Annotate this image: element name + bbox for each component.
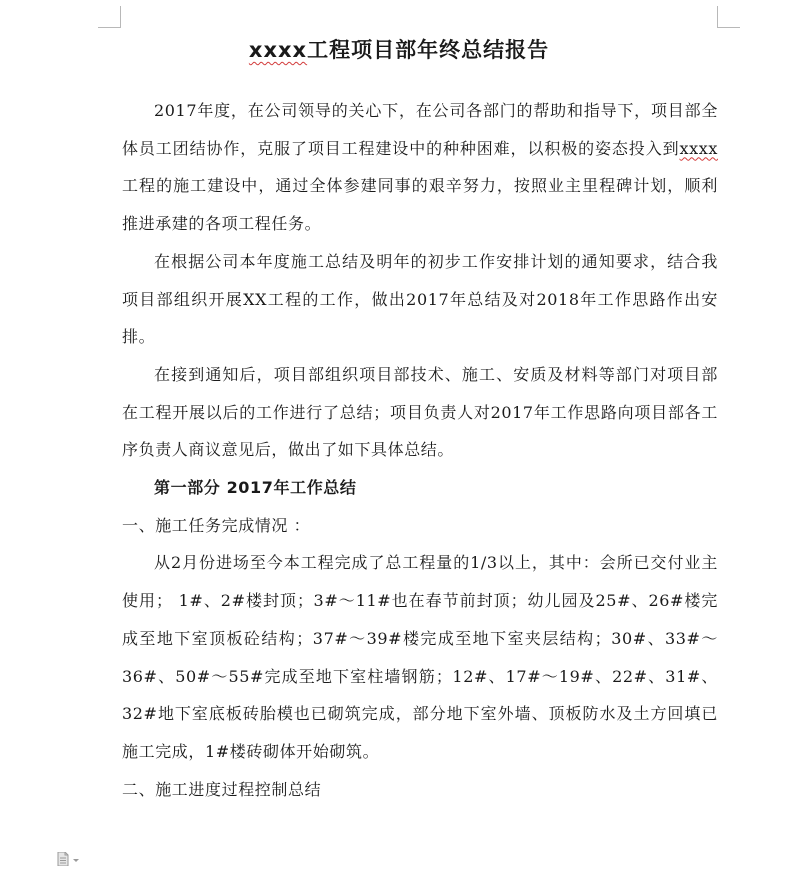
paragraph-3: 在接到通知后，项目部组织项目部技术、施工、安质及材料等部门对项目部在工程开展以后的工作进行了总结；项目负责人对2017年工作思路向项目部各工序负责人商议意见后，做出了如下具体总结。 (122, 364, 718, 460)
title-prefix: xxxx (248, 38, 308, 62)
paragraph-1 (122, 92, 718, 243)
paragraph-2: 在根据公司本年度施工总结及明年的初步工作安排计划的通知要求，结合我项目部组织开展XX工程的工作，做出2017年总结及对2018年工作思路作出安排。 (122, 251, 718, 347)
crop-mark-top-right-horizontal (717, 27, 740, 28)
part-heading: 第一部分 2017年工作总结 (154, 478, 357, 498)
section-1-heading: 一、施工任务完成情况 ： (122, 515, 311, 535)
document-title[interactable] (0, 34, 798, 64)
crop-mark-top-left-vertical (120, 6, 121, 28)
crop-mark-top-right-vertical (717, 6, 718, 28)
document-icon[interactable] (57, 851, 81, 865)
paragraph-1-misspelled-word: xxxx (679, 138, 718, 158)
paragraph-1-after: 工程的施工建设中，通过全体参建同事的艰辛努力，按照业主里程碑计划，顺利推进承建的各项工程任务。 (122, 176, 718, 234)
title-rest: 工程项目部年终总结报告 (307, 38, 550, 62)
section-2-heading: 二、施工进度过程控制总结 (122, 779, 322, 799)
document-body[interactable] (122, 92, 718, 808)
crop-mark-top-left-horizontal (98, 27, 121, 28)
section-1-text: 从2月份进场至今本工程完成了总工程量的1/3以上，其中：会所已交付业主使用； 1#、2#楼封顶；3#～11#也在春节前封顶；幼儿园及25#、26#楼完成至地下室顶板砼结构；37#～39#楼完成至地下室夹层结构；30#、33#～36#、50#～55#完成至地下室柱墙钢筋；12#、17#～19#、22#、31#、32#地下室底板砖胎模也已砌筑完成，部分地下室外墙、顶板防水及土方回填已施工完成，1#楼砖砌体开始砌筑。 (122, 553, 718, 761)
paragraph-1-before: 2017年度，在公司领导的关心下，在公司各部门的帮助和指导下，项目部全体员工团结协作，克服了项目工程建设中的种种困难，以积极的姿态投入到 (122, 101, 718, 158)
